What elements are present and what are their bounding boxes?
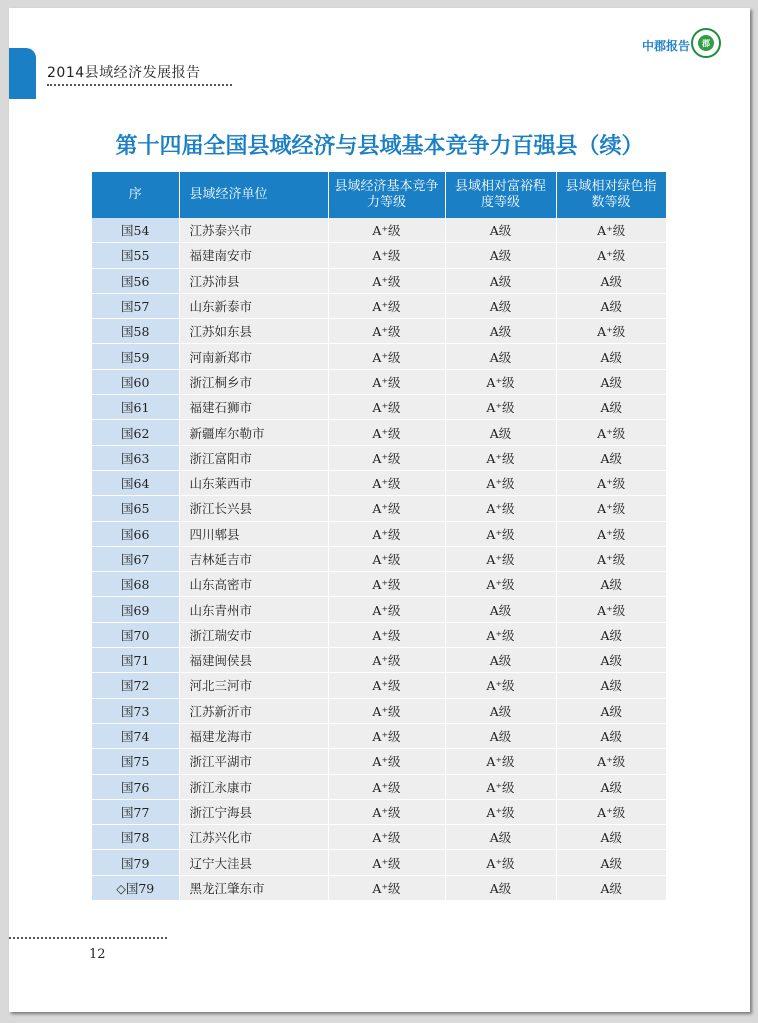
cell-wealth-grade: A级: [445, 597, 556, 622]
cell-green-grade: A⁺级: [556, 597, 666, 622]
cell-basic-grade: A⁺级: [328, 470, 445, 495]
report-title: 2014县域经济发展报告: [47, 65, 201, 81]
table-row: [92, 243, 666, 268]
brand-label: 中郡报告: [641, 39, 690, 53]
table-row: [92, 597, 666, 622]
cell-unit: 山东高密市: [179, 572, 328, 597]
cell-seq: 国56: [92, 268, 179, 293]
cell-green-grade: A级: [556, 445, 666, 470]
cell-unit: 吉林延吉市: [179, 546, 328, 571]
cell-unit: 山东新泰市: [179, 293, 328, 318]
cell-seq: 国63: [92, 445, 179, 470]
table-row: [92, 344, 666, 369]
cell-green-grade: A级: [556, 344, 666, 369]
cell-seq: 国59: [92, 344, 179, 369]
cell-seq: 国79: [92, 850, 179, 875]
cell-basic-grade: A⁺级: [328, 597, 445, 622]
table-row: [92, 572, 666, 597]
cell-green-grade: A级: [556, 572, 666, 597]
cell-wealth-grade: A⁺级: [445, 521, 556, 546]
table-row: [92, 622, 666, 647]
column-header-seq: 序: [92, 172, 179, 218]
cell-seq: 国76: [92, 774, 179, 799]
cell-wealth-grade: A⁺级: [445, 749, 556, 774]
cell-unit: 江苏沛县: [179, 268, 328, 293]
cell-seq: 国77: [92, 799, 179, 824]
cell-green-grade: A级: [556, 774, 666, 799]
cell-basic-grade: A⁺级: [328, 648, 445, 673]
cell-wealth-grade: A级: [445, 344, 556, 369]
cell-wealth-grade: A级: [445, 648, 556, 673]
cell-wealth-grade: A级: [445, 723, 556, 748]
cell-unit: 福建龙海市: [179, 723, 328, 748]
cell-wealth-grade: A级: [445, 293, 556, 318]
cell-green-grade: A级: [556, 395, 666, 420]
table-row: [92, 470, 666, 495]
cell-basic-grade: A⁺级: [328, 420, 445, 445]
cell-seq: 国74: [92, 723, 179, 748]
cell-green-grade: A级: [556, 825, 666, 850]
cell-basic-grade: A⁺级: [328, 698, 445, 723]
cell-seq: 国54: [92, 218, 179, 243]
page-title: 第十四届全国县域经济与县域基本竞争力百强县（续）: [115, 134, 644, 159]
cell-unit: 浙江长兴县: [179, 496, 328, 521]
cell-basic-grade: A⁺级: [328, 673, 445, 698]
cell-unit: 浙江富阳市: [179, 445, 328, 470]
footer-dotted-rule: [9, 937, 167, 939]
cell-wealth-grade: A⁺级: [445, 470, 556, 495]
cell-basic-grade: A⁺级: [328, 243, 445, 268]
cell-seq: 国62: [92, 420, 179, 445]
cell-green-grade: A⁺级: [556, 799, 666, 824]
table-row: [92, 774, 666, 799]
cell-wealth-grade: A级: [445, 875, 556, 900]
cell-basic-grade: A⁺级: [328, 319, 445, 344]
cell-basic-grade: A⁺级: [328, 293, 445, 318]
cell-green-grade: A级: [556, 268, 666, 293]
cell-unit: 福建南安市: [179, 243, 328, 268]
cell-seq: 国67: [92, 546, 179, 571]
cell-green-grade: A⁺级: [556, 546, 666, 571]
cell-wealth-grade: A级: [445, 698, 556, 723]
cell-basic-grade: A⁺级: [328, 850, 445, 875]
cell-wealth-grade: A级: [445, 319, 556, 344]
cell-basic-grade: A⁺级: [328, 875, 445, 900]
table-row: [92, 749, 666, 774]
cell-unit: 黑龙江肇东市: [179, 875, 328, 900]
cell-basic-grade: A⁺级: [328, 622, 445, 647]
cell-seq: 国75: [92, 749, 179, 774]
cell-unit: 新疆库尔勒市: [179, 420, 328, 445]
cell-wealth-grade: A⁺级: [445, 774, 556, 799]
cell-basic-grade: A⁺级: [328, 546, 445, 571]
document-page: [9, 8, 750, 1012]
cell-seq: 国78: [92, 825, 179, 850]
table-row: [92, 395, 666, 420]
cell-seq: ◇国79: [92, 875, 179, 900]
cell-seq: 国65: [92, 496, 179, 521]
cell-seq: 国66: [92, 521, 179, 546]
table-row: [92, 850, 666, 875]
cell-green-grade: A级: [556, 673, 666, 698]
cell-basic-grade: A⁺级: [328, 799, 445, 824]
table-row: [92, 218, 666, 243]
table-header-row: [92, 172, 666, 218]
header-tab-decoration: [9, 48, 36, 99]
cell-unit: 河南新郑市: [179, 344, 328, 369]
cell-unit: 福建闽侯县: [179, 648, 328, 673]
table-row: [92, 698, 666, 723]
table-row: [92, 673, 666, 698]
cell-basic-grade: A⁺级: [328, 369, 445, 394]
cell-unit: 江苏如东县: [179, 319, 328, 344]
cell-basic-grade: A⁺级: [328, 445, 445, 470]
table-row: [92, 293, 666, 318]
cell-unit: 四川郫县: [179, 521, 328, 546]
cell-basic-grade: A⁺级: [328, 496, 445, 521]
cell-seq: 国55: [92, 243, 179, 268]
cell-seq: 国64: [92, 470, 179, 495]
cell-seq: 国61: [92, 395, 179, 420]
cell-wealth-grade: A⁺级: [445, 572, 556, 597]
cell-unit: 山东莱西市: [179, 470, 328, 495]
cell-green-grade: A级: [556, 648, 666, 673]
cell-seq: 国68: [92, 572, 179, 597]
table-row: [92, 496, 666, 521]
table-row: [92, 875, 666, 900]
table-row: [92, 420, 666, 445]
table-row: [92, 521, 666, 546]
cell-basic-grade: A⁺级: [328, 774, 445, 799]
table-row: [92, 369, 666, 394]
cell-green-grade: A⁺级: [556, 218, 666, 243]
cell-wealth-grade: A级: [445, 420, 556, 445]
cell-green-grade: A级: [556, 622, 666, 647]
cell-wealth-grade: A⁺级: [445, 395, 556, 420]
cell-unit: 山东青州市: [179, 597, 328, 622]
cell-green-grade: A级: [556, 293, 666, 318]
cell-basic-grade: A⁺级: [328, 521, 445, 546]
cell-seq: 国60: [92, 369, 179, 394]
cell-green-grade: A⁺级: [556, 470, 666, 495]
column-header-green: 县域相对绿色指数等级: [556, 172, 666, 218]
logo-mark: 郡: [698, 35, 714, 51]
cell-basic-grade: A⁺级: [328, 723, 445, 748]
cell-green-grade: A⁺级: [556, 749, 666, 774]
cell-unit: 福建石狮市: [179, 395, 328, 420]
cell-unit: 江苏兴化市: [179, 825, 328, 850]
cell-basic-grade: A⁺级: [328, 395, 445, 420]
cell-unit: 浙江瑞安市: [179, 622, 328, 647]
table-row: [92, 648, 666, 673]
cell-wealth-grade: A⁺级: [445, 496, 556, 521]
cell-unit: 河北三河市: [179, 673, 328, 698]
cell-wealth-grade: A级: [445, 268, 556, 293]
table-row: [92, 319, 666, 344]
county-ranking-table: [92, 172, 667, 901]
cell-wealth-grade: A⁺级: [445, 546, 556, 571]
cell-basic-grade: A⁺级: [328, 344, 445, 369]
cell-wealth-grade: A⁺级: [445, 445, 556, 470]
table-row: [92, 546, 666, 571]
table-row: [92, 825, 666, 850]
cell-green-grade: A⁺级: [556, 521, 666, 546]
cell-green-grade: A级: [556, 875, 666, 900]
cell-green-grade: A⁺级: [556, 243, 666, 268]
cell-basic-grade: A⁺级: [328, 825, 445, 850]
column-header-basic: 县域经济基本竞争力等级: [328, 172, 445, 218]
cell-unit: 浙江桐乡市: [179, 369, 328, 394]
column-header-unit: 县域经济单位: [179, 172, 328, 218]
cell-seq: 国70: [92, 622, 179, 647]
cell-basic-grade: A⁺级: [328, 268, 445, 293]
cell-seq: 国57: [92, 293, 179, 318]
cell-wealth-grade: A级: [445, 218, 556, 243]
cell-basic-grade: A⁺级: [328, 572, 445, 597]
table-row: [92, 268, 666, 293]
cell-basic-grade: A⁺级: [328, 749, 445, 774]
cell-green-grade: A⁺级: [556, 420, 666, 445]
cell-seq: 国69: [92, 597, 179, 622]
table-row: [92, 723, 666, 748]
cell-green-grade: A⁺级: [556, 496, 666, 521]
cell-green-grade: A级: [556, 723, 666, 748]
cell-wealth-grade: A⁺级: [445, 673, 556, 698]
cell-seq: 国73: [92, 698, 179, 723]
cell-green-grade: A级: [556, 850, 666, 875]
cell-green-grade: A级: [556, 698, 666, 723]
cell-seq: 国71: [92, 648, 179, 673]
cell-wealth-grade: A⁺级: [445, 622, 556, 647]
cell-unit: 浙江永康市: [179, 774, 328, 799]
cell-wealth-grade: A级: [445, 243, 556, 268]
cell-basic-grade: A⁺级: [328, 218, 445, 243]
table-row: [92, 445, 666, 470]
table-row: [92, 799, 666, 824]
cell-wealth-grade: A⁺级: [445, 850, 556, 875]
cell-unit: 江苏新沂市: [179, 698, 328, 723]
header-dotted-rule: [47, 84, 232, 86]
cell-green-grade: A级: [556, 369, 666, 394]
brand-logo-icon: [691, 28, 721, 58]
cell-wealth-grade: A⁺级: [445, 369, 556, 394]
cell-unit: 江苏泰兴市: [179, 218, 328, 243]
cell-unit: 浙江宁海县: [179, 799, 328, 824]
page-number: 12: [89, 947, 106, 962]
cell-seq: 国58: [92, 319, 179, 344]
cell-green-grade: A⁺级: [556, 319, 666, 344]
column-header-wealth: 县域相对富裕程度等级: [445, 172, 556, 218]
cell-unit: 辽宁大洼县: [179, 850, 328, 875]
cell-wealth-grade: A级: [445, 825, 556, 850]
cell-unit: 浙江平湖市: [179, 749, 328, 774]
cell-wealth-grade: A⁺级: [445, 799, 556, 824]
cell-seq: 国72: [92, 673, 179, 698]
